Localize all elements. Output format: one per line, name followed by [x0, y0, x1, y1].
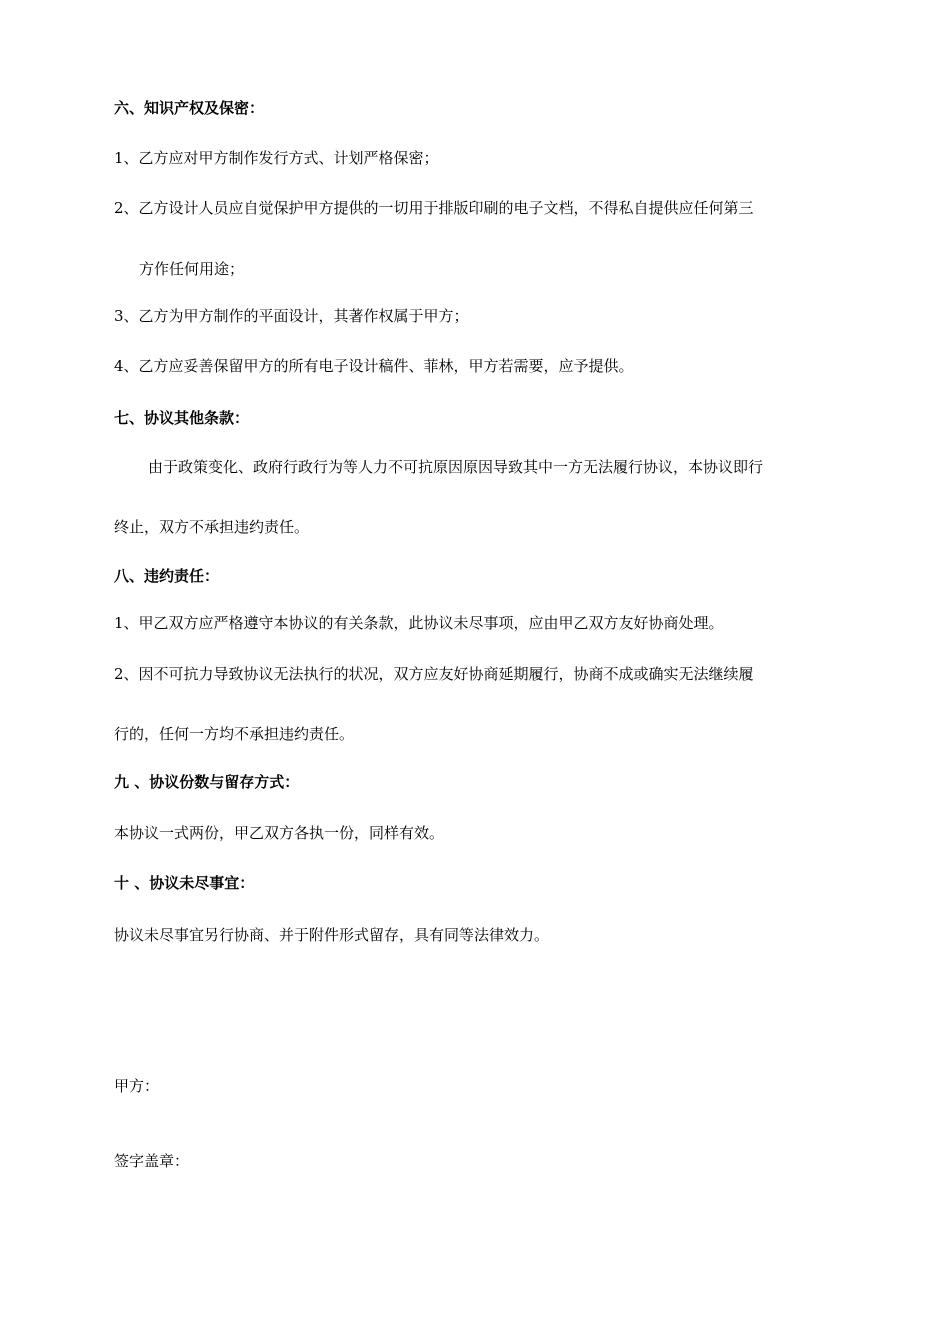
clause-8-2: 2、因不可抗力导致协议无法执行的状况，双方应友好协商延期履行，协商不成或确实无法继续履 [114, 665, 754, 683]
clause-6-4: 4、乙方应妥善保留甲方的所有电子设计稿件、菲林，甲方若需要，应予提供。 [114, 357, 634, 375]
clause-9-text: 本协议一式两份，甲乙双方各执一份，同样有效。 [114, 824, 445, 842]
clause-6-2-continued: 方作任何用途； [139, 260, 245, 278]
clause-6-1: 1、乙方应对甲方制作发行方式、计划严格保密； [114, 149, 439, 167]
section-heading-ip-confidentiality: 六、知识产权及保密： [114, 99, 265, 117]
clause-6-2: 2、乙方设计人员应自觉保护甲方提供的一切用于排版印刷的电子文档，不得私自提供应任何第三 [114, 199, 754, 217]
clause-8-1: 1、甲乙双方应严格遵守本协议的有关条款，此协议未尽事项，应由甲乙双方友好协商处理。 [114, 614, 724, 632]
section-heading-other-terms: 七、协议其他条款： [114, 409, 250, 427]
clause-7-paragraph: 由于政策变化、政府行政行为等人力不可抗原因原因导致其中一方无法履行协议，本协议即行 [148, 458, 764, 476]
clause-7-paragraph-continued: 终止，双方不承担违约责任。 [114, 518, 310, 536]
sign-seal-label: 签字盖章： [114, 1152, 190, 1170]
party-a-label: 甲方： [114, 1077, 160, 1095]
section-heading-copies-retention: 九 、协议份数与留存方式： [114, 773, 300, 791]
clause-8-2-continued: 行的，任何一方均不承担违约责任。 [114, 725, 355, 743]
section-heading-breach-liability: 八、违约责任： [114, 567, 220, 585]
clause-6-3: 3、乙方为甲方制作的平面设计，其著作权属于甲方； [114, 307, 469, 325]
section-heading-unresolved-matters: 十 、协议未尽事宜： [114, 874, 255, 892]
clause-10-text: 协议未尽事宜另行协商、并于附件形式留存，具有同等法律效力。 [114, 926, 550, 944]
